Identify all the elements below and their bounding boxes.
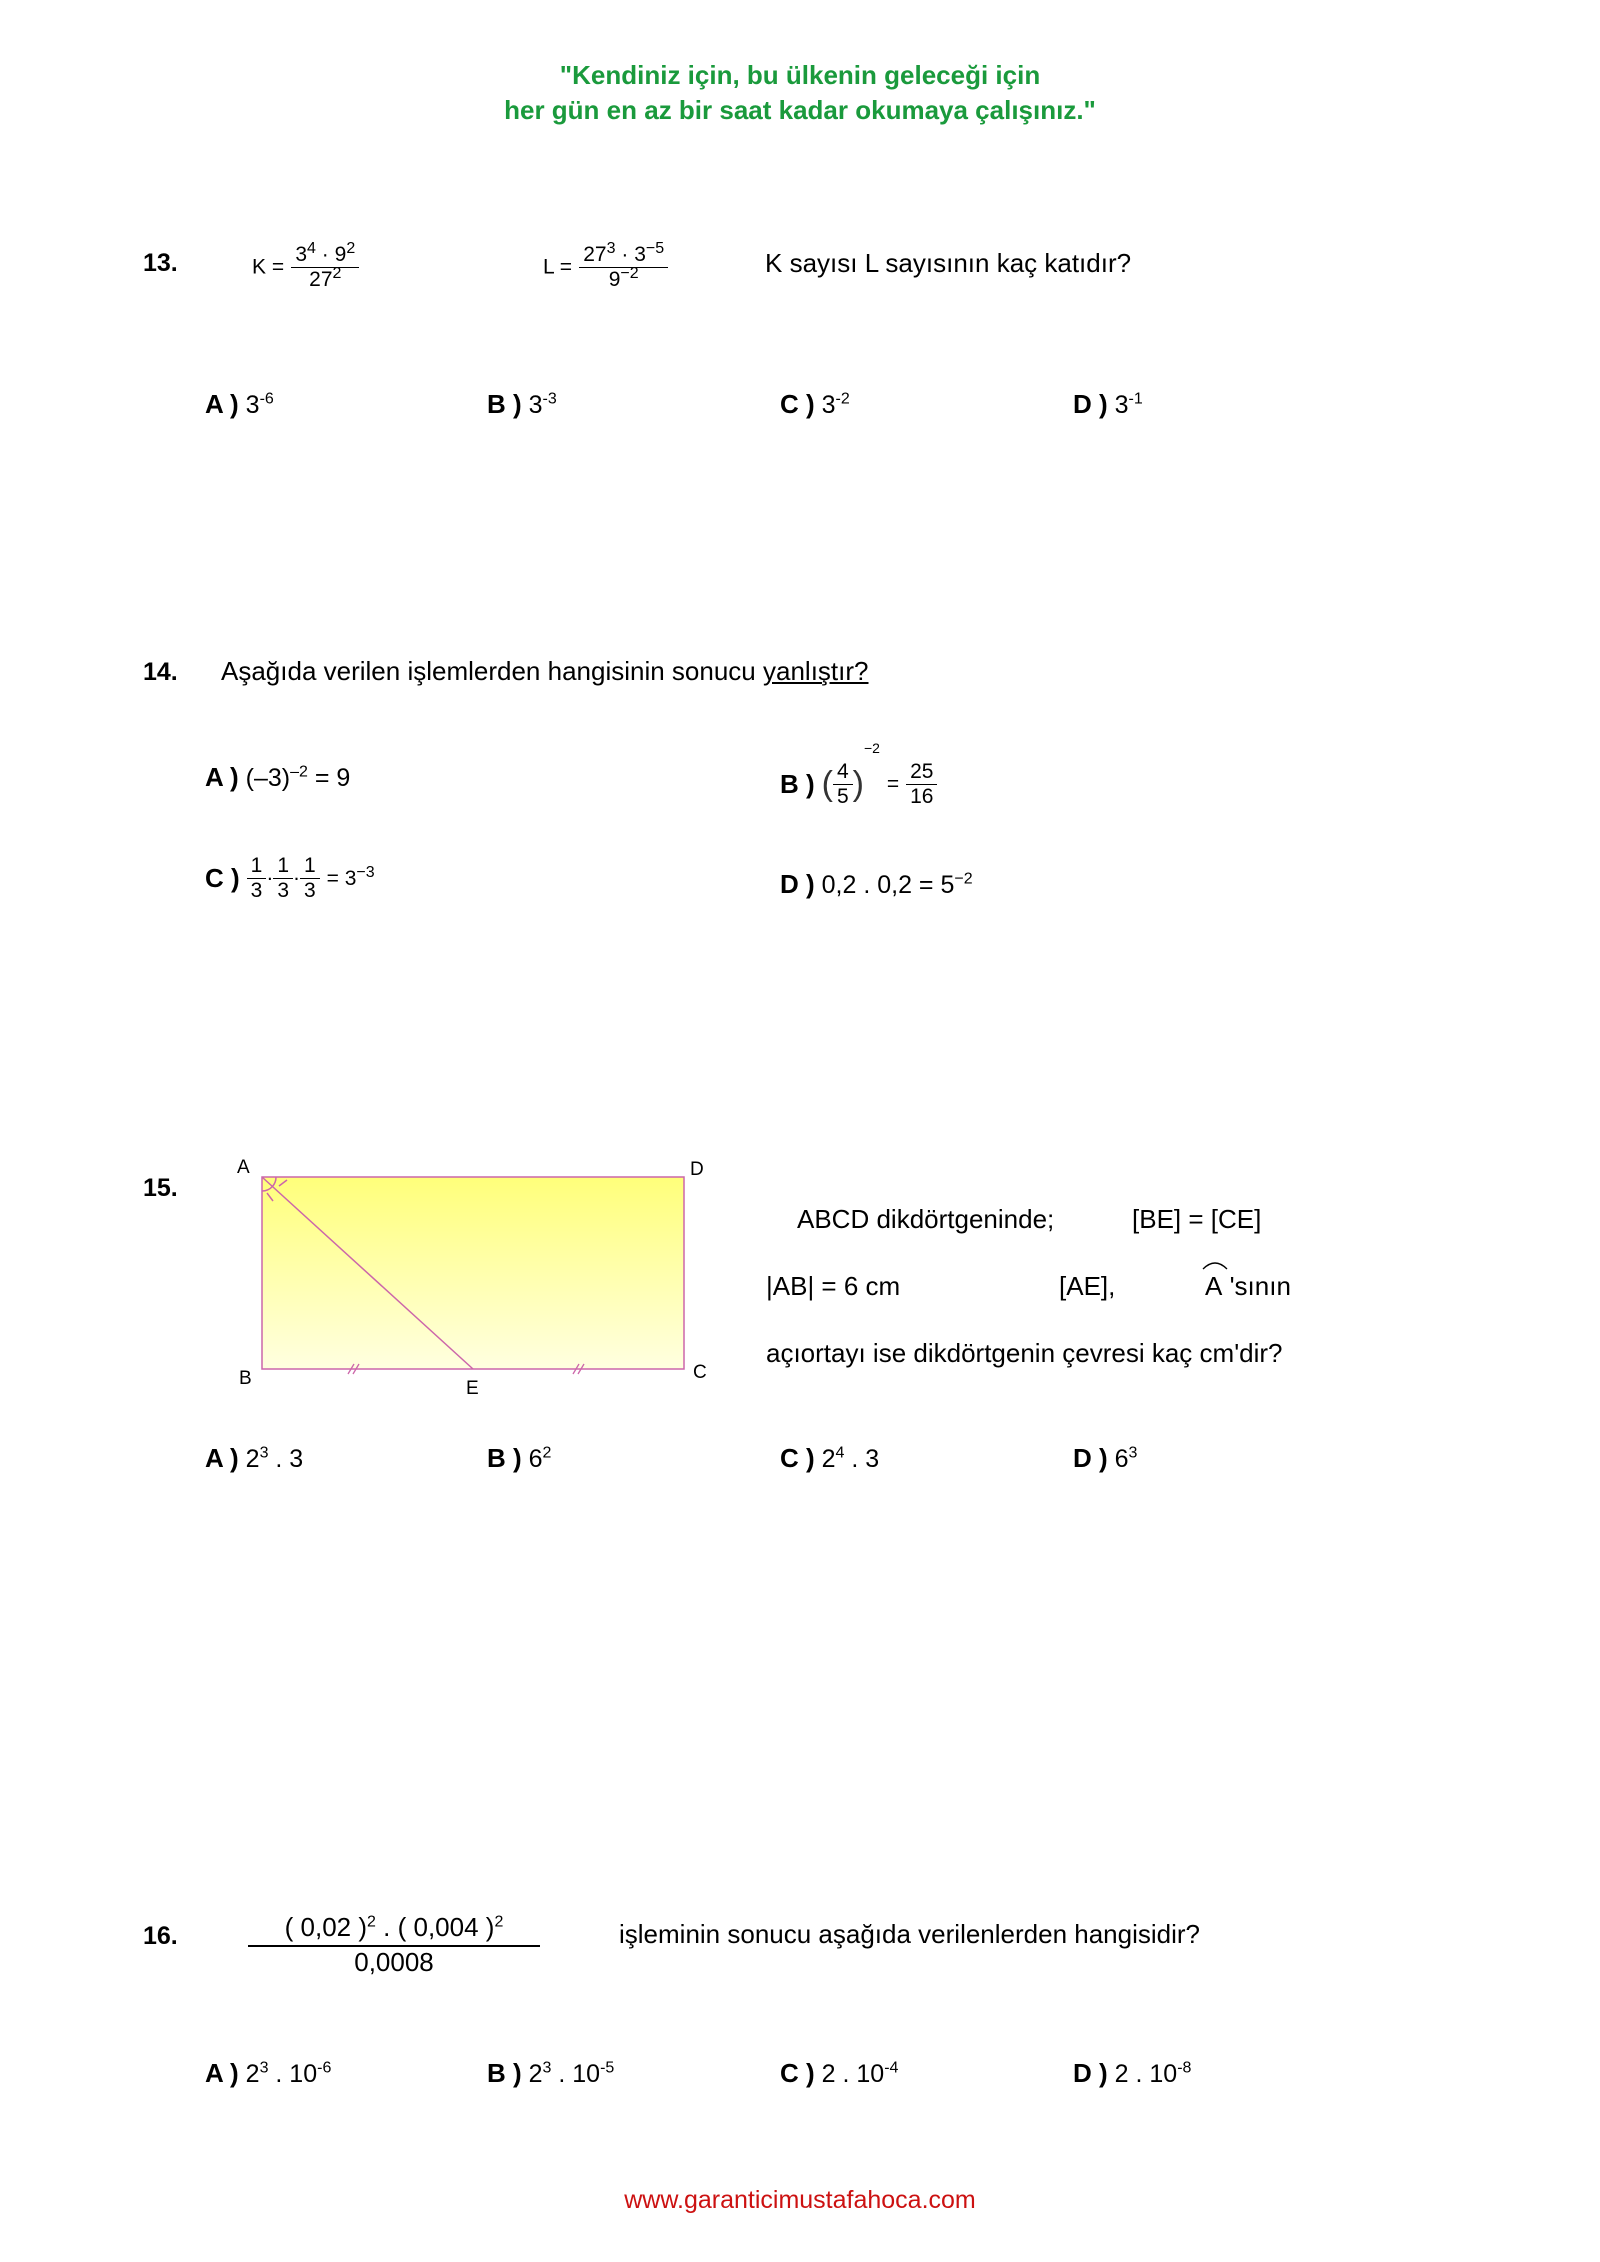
question-15-number: 15. (143, 1174, 178, 1202)
q16-denominator: 0,0008 (354, 1947, 434, 1977)
q13-option-a[interactable]: A ) $3^{-6}$ (205, 389, 274, 419)
q13-l-fraction: $\frac{27^3 \cdot 3^{-5}}{9^{-2}}$ (579, 243, 668, 292)
question-13-number: 13. (143, 249, 178, 277)
q14-option-d[interactable]: D ) 0,2 . $0,2 = 5^{-2}$ (780, 869, 973, 899)
rectangle-abcd (262, 1177, 684, 1369)
q15-text-line3: açıortayı ise dikdörtgenin çevresi kaç cm'dir? (766, 1338, 1283, 1368)
q15-option-c[interactable]: C ) $2^4$ . 3 (780, 1443, 880, 1473)
point-label-b: B (239, 1368, 252, 1389)
q16-fraction (248, 1912, 540, 1978)
q16-option-d[interactable]: D ) 2 . $10^{-8}$ (1073, 2058, 1192, 2088)
q15-text-line2-b: [AE], (1059, 1271, 1116, 1301)
header-quote (0, 58, 1600, 128)
q13-l-expression (543, 240, 668, 292)
q14-b-fraction: $\frac{4}{5}$ (833, 760, 853, 809)
q15-text-line2-c: A 'sının (1205, 1271, 1291, 1302)
q16-numerator: ( 0,02 )$^2$ . ( 0,004 )$^2$ (248, 1912, 540, 1947)
q14-question-text: Aşağıda verilen işlemlerden hangisinin sonucu yanlıştır? (221, 656, 869, 686)
q16-option-b[interactable]: B ) $2^3$ . $10^{-5}$ (487, 2058, 615, 2088)
q13-option-d[interactable]: D ) $3^{-1}$ (1073, 389, 1143, 419)
q15-text-line1-a: ABCD dikdörtgeninde; (797, 1204, 1055, 1234)
q15-option-b[interactable]: B ) $6^2$ (487, 1443, 552, 1473)
q14-option-b[interactable]: B ) ( $\frac{4}{5}$ )$^{-2}$ = $\frac{25}{16}$ (780, 748, 937, 809)
q15-text-line1-b: [BE] = [CE] (1132, 1204, 1262, 1234)
angle-a-symbol: A (1205, 1271, 1222, 1302)
q13-k-expression (252, 240, 359, 292)
q13-option-b[interactable]: B ) $3^{-3}$ (487, 389, 557, 419)
q16-option-a[interactable]: A ) $2^3$ . $10^{-6}$ (205, 2058, 332, 2088)
point-label-c: C (693, 1362, 707, 1383)
q14-option-a[interactable]: A ) $(-3)^{-2} = 9$ (205, 762, 351, 792)
q15-option-d[interactable]: D ) $6^3$ (1073, 1443, 1138, 1473)
q14-option-c[interactable]: C ) $\frac{1}{3}$ · $\frac{1}{3}$ · $\frac{1}{3}$ = $3^{-3}$ (205, 854, 375, 902)
angle-hat-icon (1201, 1257, 1229, 1271)
point-label-d: D (690, 1159, 704, 1180)
q13-option-c[interactable]: C ) $3^{-2}$ (780, 389, 850, 419)
question-14-number: 14. (143, 658, 178, 686)
q15-rectangle-diagram (230, 1155, 720, 1410)
q14-underlined-word: yanlıştır? (763, 656, 869, 686)
point-label-e: E (466, 1378, 479, 1399)
header-line-2: her gün en az bir saat kadar okumaya çalışınız." (504, 95, 1096, 125)
q16-question-text: işleminin sonucu aşağıda verilenlerden hangisidir? (619, 1919, 1201, 1949)
q13-k-label: K = (252, 255, 285, 279)
q14-b-result-fraction: $\frac{25}{16}$ (906, 760, 937, 809)
footer-website-link[interactable]: www.garanticimustafahoca.com (624, 2186, 976, 2214)
header-line-1: "Kendiniz için, bu ülkenin geleceği için (559, 60, 1041, 90)
q15-option-a[interactable]: A ) $2^3$ . 3 (205, 1443, 304, 1473)
q13-k-fraction: $\frac{3^4 \cdot 9^2}{27^2}$ (291, 243, 359, 292)
question-16-number: 16. (143, 1922, 178, 1950)
q13-question-text: K sayısı L sayısının kaç katıdır? (765, 248, 1132, 278)
q13-l-label: L = (543, 255, 572, 279)
q16-option-c[interactable]: C ) 2 . $10^{-4}$ (780, 2058, 899, 2088)
q15-text-line2-a: |AB| = 6 cm (766, 1271, 901, 1301)
point-label-a: A (237, 1157, 250, 1178)
